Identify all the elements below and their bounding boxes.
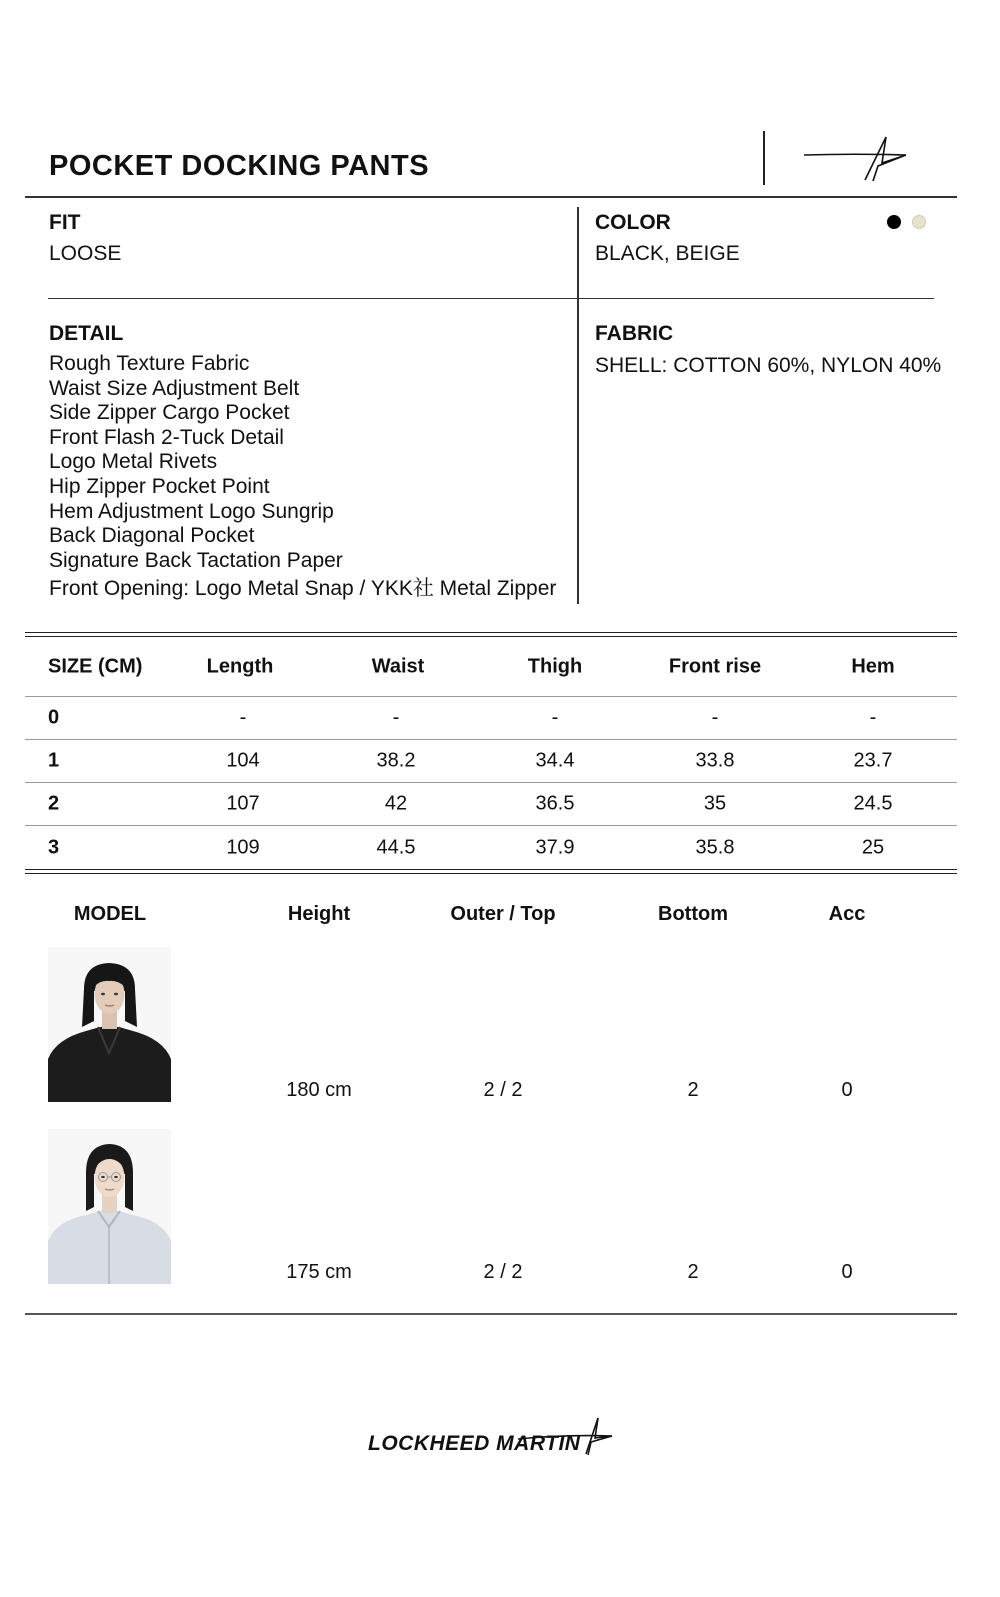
model-2-acc: 0 — [841, 1261, 853, 1283]
model-header-acc: Acc — [828, 903, 866, 925]
thigh-cell: 37.9 — [535, 836, 575, 858]
model-1-outer-top: 2 / 2 — [483, 1079, 523, 1101]
fabric-label: FABRIC — [595, 322, 674, 345]
model-1-bottom: 2 — [687, 1079, 699, 1101]
model-header-model: MODEL — [73, 903, 147, 925]
header-waist: Waist — [371, 655, 425, 677]
hem-cell: - — [869, 706, 877, 729]
model-2-height: 175 cm — [286, 1261, 352, 1283]
detail-item: Waist Size Adjustment Belt — [49, 376, 300, 400]
detail-item: Hip Zipper Pocket Point — [49, 474, 270, 498]
size-cell: 0 — [48, 706, 60, 729]
size-cell: 2 — [48, 792, 60, 815]
table-row — [25, 740, 957, 783]
model-table-bottom-rule — [25, 1313, 957, 1315]
thigh-cell: 36.5 — [535, 792, 575, 815]
section-rule — [48, 298, 934, 299]
model-1-acc: 0 — [841, 1079, 853, 1101]
model-2-outer-top: 2 / 2 — [483, 1261, 523, 1283]
header-divider — [763, 131, 765, 185]
table-bottom-rule — [25, 869, 957, 874]
size-cell: 3 — [48, 836, 60, 858]
length-cell: 107 — [226, 792, 260, 815]
length-cell: - — [239, 706, 247, 729]
detail-item: Side Zipper Cargo Pocket — [49, 401, 290, 425]
fabric-value: SHELL: COTTON 60%, NYLON 40% — [595, 354, 942, 377]
front-rise-cell: 35.8 — [695, 836, 735, 858]
header-thigh: Thigh — [527, 655, 583, 677]
waist-cell: 38.2 — [376, 749, 416, 772]
length-cell: 104 — [226, 749, 260, 772]
model-header-height: Height — [287, 903, 351, 925]
thigh-cell: - — [551, 706, 559, 729]
header-front-rise: Front rise — [668, 655, 762, 677]
waist-cell: - — [392, 706, 400, 729]
size-cell: 1 — [48, 749, 60, 772]
hem-cell: 23.7 — [853, 749, 893, 772]
waist-cell: 42 — [384, 792, 408, 815]
header-size: SIZE (CM) — [48, 655, 143, 677]
model-1-photo — [48, 947, 171, 1102]
front-rise-cell: 33.8 — [695, 749, 735, 772]
detail-item: Hem Adjustment Logo Sungrip — [49, 499, 334, 523]
hem-cell: 25 — [861, 836, 885, 858]
model-header-outer-top: Outer / Top — [450, 903, 556, 925]
detail-item: Front Flash 2-Tuck Detail — [49, 425, 284, 449]
star-logo-icon — [802, 133, 912, 185]
footer-brand: LOCKHEED MARTIN — [368, 1432, 581, 1455]
detail-item: Rough Texture Fabric — [49, 352, 250, 375]
table-row — [25, 697, 957, 740]
hem-cell: 24.5 — [853, 792, 893, 815]
model-1-height: 180 cm — [286, 1079, 352, 1101]
model-2-photo — [48, 1129, 171, 1284]
detail-item: Logo Metal Rivets — [49, 450, 218, 474]
size-table — [25, 632, 957, 874]
size-table-header — [25, 637, 957, 697]
detail-item: Signature Back Tactation Paper — [49, 548, 343, 572]
color-label: COLOR — [595, 211, 671, 234]
footer-star-logo-icon — [368, 1416, 618, 1458]
table-row — [25, 826, 957, 869]
model-header-bottom: Bottom — [658, 903, 728, 925]
page-title: POCKET DOCKING PANTS — [49, 150, 430, 182]
header-length: Length — [206, 655, 274, 677]
detail-list — [49, 352, 556, 602]
front-rise-cell: - — [711, 706, 719, 729]
detail-item: Back Diagonal Pocket — [49, 524, 255, 548]
detail-label: DETAIL — [49, 322, 124, 345]
color-swatch-beige — [912, 215, 926, 229]
header-hem: Hem — [851, 655, 895, 677]
header-rule — [25, 196, 957, 198]
model-2-bottom: 2 — [687, 1261, 699, 1283]
color-swatch-black — [887, 215, 901, 229]
waist-cell: 44.5 — [376, 836, 416, 858]
length-cell: 109 — [226, 836, 260, 858]
thigh-cell: 34.4 — [535, 749, 575, 772]
table-row — [25, 783, 957, 826]
detail-item: Front Opening: Logo Metal Snap / YKK社 Metal Zipper — [49, 577, 557, 601]
fit-value: LOOSE — [49, 242, 122, 265]
fit-label: FIT — [49, 211, 81, 234]
color-value: BLACK, BEIGE — [595, 242, 740, 265]
front-rise-cell: 35 — [703, 792, 727, 815]
column-divider — [577, 207, 579, 604]
